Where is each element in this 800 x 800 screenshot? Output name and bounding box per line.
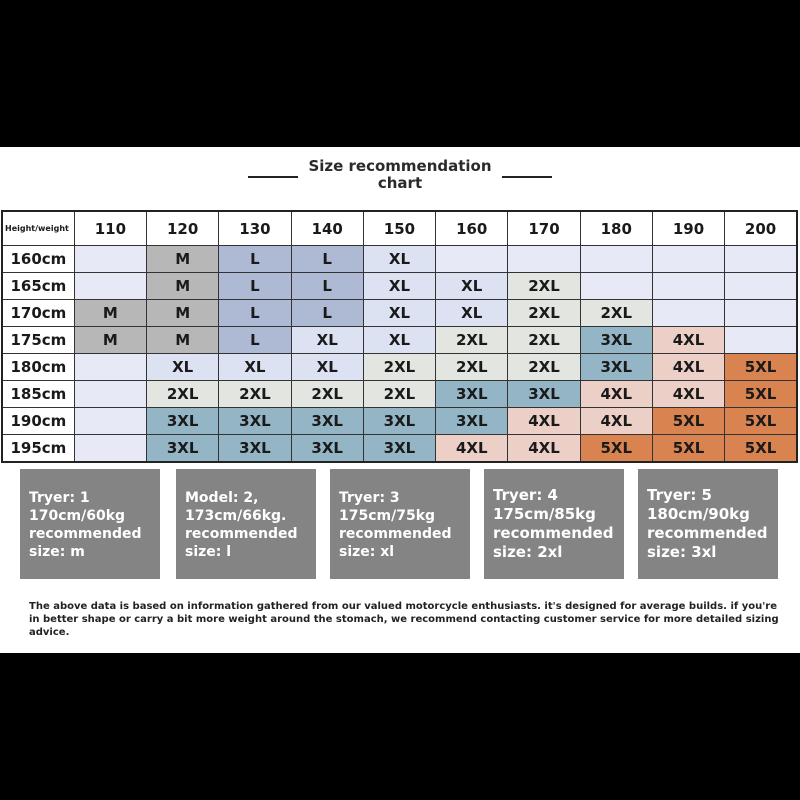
- tryer-line: 180cm/90kg: [647, 505, 750, 523]
- size-cell: 3XL: [147, 435, 219, 463]
- size-cell: [725, 246, 797, 273]
- size-cell: L: [219, 300, 291, 327]
- tryer-line: size: xl: [339, 544, 395, 560]
- size-cell: L: [291, 246, 363, 273]
- size-cell: 5XL: [725, 435, 797, 463]
- table-row: [2, 300, 797, 327]
- size-cell: M: [147, 327, 219, 354]
- weight-header: 120: [147, 211, 219, 246]
- size-cell: M: [147, 300, 219, 327]
- tryer-line: 175cm/75kg: [339, 508, 436, 524]
- tryer-card-3: [330, 469, 470, 579]
- size-cell: 3XL: [436, 381, 508, 408]
- size-cell: 2XL: [363, 354, 435, 381]
- size-cell: 3XL: [291, 408, 363, 435]
- table-row: [2, 408, 797, 435]
- size-cell: XL: [436, 300, 508, 327]
- size-cell: M: [74, 327, 146, 354]
- size-cell: XL: [363, 273, 435, 300]
- size-cell: L: [219, 327, 291, 354]
- tryer-line: Model: 2,: [185, 490, 259, 506]
- size-cell: 4XL: [508, 435, 580, 463]
- size-cell: [725, 273, 797, 300]
- size-cell: L: [291, 300, 363, 327]
- size-cell: XL: [291, 327, 363, 354]
- size-cell: 3XL: [363, 435, 435, 463]
- size-table: [1, 210, 798, 463]
- size-cell: 3XL: [147, 408, 219, 435]
- size-cell: [74, 381, 146, 408]
- tryer-line: Tryer: 5: [647, 486, 712, 504]
- size-cell: 5XL: [652, 435, 724, 463]
- size-cell: [652, 246, 724, 273]
- weight-header: 130: [219, 211, 291, 246]
- size-cell: 5XL: [652, 408, 724, 435]
- size-cell: [580, 273, 652, 300]
- tryer-line: size: 3xl: [647, 543, 717, 561]
- size-cell: [74, 354, 146, 381]
- footnote: The above data is based on information gathered from our valued motorcycle enthusiasts. it's designed for average builds. if you're in better shape or carry a bit more weight around the stomach, we recommend contacting customer service for more detailed sizing advice.: [29, 601, 779, 638]
- size-cell: XL: [363, 300, 435, 327]
- tryer-line: 173cm/66kg.: [185, 508, 287, 524]
- size-cell: [725, 327, 797, 354]
- size-cell: 4XL: [436, 435, 508, 463]
- size-cell: XL: [291, 354, 363, 381]
- page-title: Size recommendation chart: [308, 157, 492, 192]
- size-cell: 2XL: [508, 273, 580, 300]
- size-cell: 3XL: [580, 354, 652, 381]
- tryer-line: size: l: [185, 544, 232, 560]
- height-label: 195cm: [2, 435, 74, 463]
- size-cell: XL: [219, 354, 291, 381]
- size-cell: 5XL: [725, 354, 797, 381]
- tryer-card-4: [484, 469, 624, 579]
- weight-header: 180: [580, 211, 652, 246]
- table-row: [2, 246, 797, 273]
- tryer-line: Tryer: 4: [493, 486, 558, 504]
- size-cell: [74, 408, 146, 435]
- size-cell: 2XL: [219, 381, 291, 408]
- size-cell: 3XL: [219, 435, 291, 463]
- size-cell: 2XL: [436, 327, 508, 354]
- tryer-card-5: [638, 469, 778, 579]
- tryer-line: recommended: [185, 526, 298, 542]
- tryer-line: recommended: [339, 526, 452, 542]
- size-cell: [580, 246, 652, 273]
- height-label: 170cm: [2, 300, 74, 327]
- height-label: 160cm: [2, 246, 74, 273]
- size-cell: [74, 435, 146, 463]
- table-row: [2, 354, 797, 381]
- size-cell: 4XL: [652, 354, 724, 381]
- weight-header: 170: [508, 211, 580, 246]
- size-cell: 4XL: [580, 408, 652, 435]
- weight-header: 110: [74, 211, 146, 246]
- table-corner-label: Height/weight: [2, 211, 74, 246]
- weight-header: 200: [725, 211, 797, 246]
- tryer-line: recommended: [29, 526, 142, 542]
- table-row: [2, 327, 797, 354]
- tryer-card-2: [176, 469, 316, 579]
- height-label: 175cm: [2, 327, 74, 354]
- size-cell: [725, 300, 797, 327]
- weight-header: 190: [652, 211, 724, 246]
- size-cell: 5XL: [725, 408, 797, 435]
- size-cell: XL: [363, 327, 435, 354]
- title-rule-right: [502, 176, 552, 178]
- tryer-card-1: [20, 469, 160, 579]
- size-cell: XL: [436, 273, 508, 300]
- size-cell: [508, 246, 580, 273]
- table-header-row: [2, 211, 797, 246]
- tryer-line: Tryer: 3: [339, 490, 400, 506]
- size-cell: XL: [363, 246, 435, 273]
- tryer-line: size: 2xl: [493, 543, 563, 561]
- size-cell: 4XL: [652, 327, 724, 354]
- size-cell: 2XL: [508, 327, 580, 354]
- size-cell: M: [74, 300, 146, 327]
- size-cell: L: [219, 246, 291, 273]
- size-cell: 2XL: [580, 300, 652, 327]
- size-cell: 4XL: [652, 381, 724, 408]
- tryer-line: Tryer: 1: [29, 490, 90, 506]
- size-cell: 4XL: [580, 381, 652, 408]
- height-label: 165cm: [2, 273, 74, 300]
- size-cell: [74, 273, 146, 300]
- size-cell: 2XL: [436, 354, 508, 381]
- table-row: [2, 381, 797, 408]
- tryer-line: 170cm/60kg: [29, 508, 126, 524]
- size-cell: 3XL: [363, 408, 435, 435]
- size-cell: M: [147, 246, 219, 273]
- size-cell: [652, 273, 724, 300]
- height-label: 185cm: [2, 381, 74, 408]
- size-cell: 4XL: [508, 408, 580, 435]
- size-cell: [436, 246, 508, 273]
- size-cell: 2XL: [508, 354, 580, 381]
- size-cell: 3XL: [219, 408, 291, 435]
- size-cell: 3XL: [436, 408, 508, 435]
- size-cell: L: [291, 273, 363, 300]
- size-cell: 2XL: [508, 300, 580, 327]
- size-cell: 3XL: [291, 435, 363, 463]
- table-row: [2, 273, 797, 300]
- height-label: 190cm: [2, 408, 74, 435]
- tryer-line: recommended: [493, 524, 614, 542]
- size-cell: 5XL: [725, 381, 797, 408]
- table-row: [2, 435, 797, 463]
- size-cell: L: [219, 273, 291, 300]
- size-cell: M: [147, 273, 219, 300]
- weight-header: 140: [291, 211, 363, 246]
- size-cell: [74, 246, 146, 273]
- size-cell: 2XL: [147, 381, 219, 408]
- height-label: 180cm: [2, 354, 74, 381]
- title-area: [0, 158, 800, 198]
- size-cell: [652, 300, 724, 327]
- tryer-line: 175cm/85kg: [493, 505, 596, 523]
- weight-header: 150: [363, 211, 435, 246]
- size-cell: 3XL: [508, 381, 580, 408]
- size-cell: 5XL: [580, 435, 652, 463]
- size-cell: XL: [147, 354, 219, 381]
- size-cell: 3XL: [580, 327, 652, 354]
- tryer-line: recommended: [647, 524, 768, 542]
- tryer-line: size: m: [29, 544, 85, 560]
- size-cell: 2XL: [291, 381, 363, 408]
- weight-header: 160: [436, 211, 508, 246]
- title-rule-left: [248, 176, 298, 178]
- size-cell: 2XL: [363, 381, 435, 408]
